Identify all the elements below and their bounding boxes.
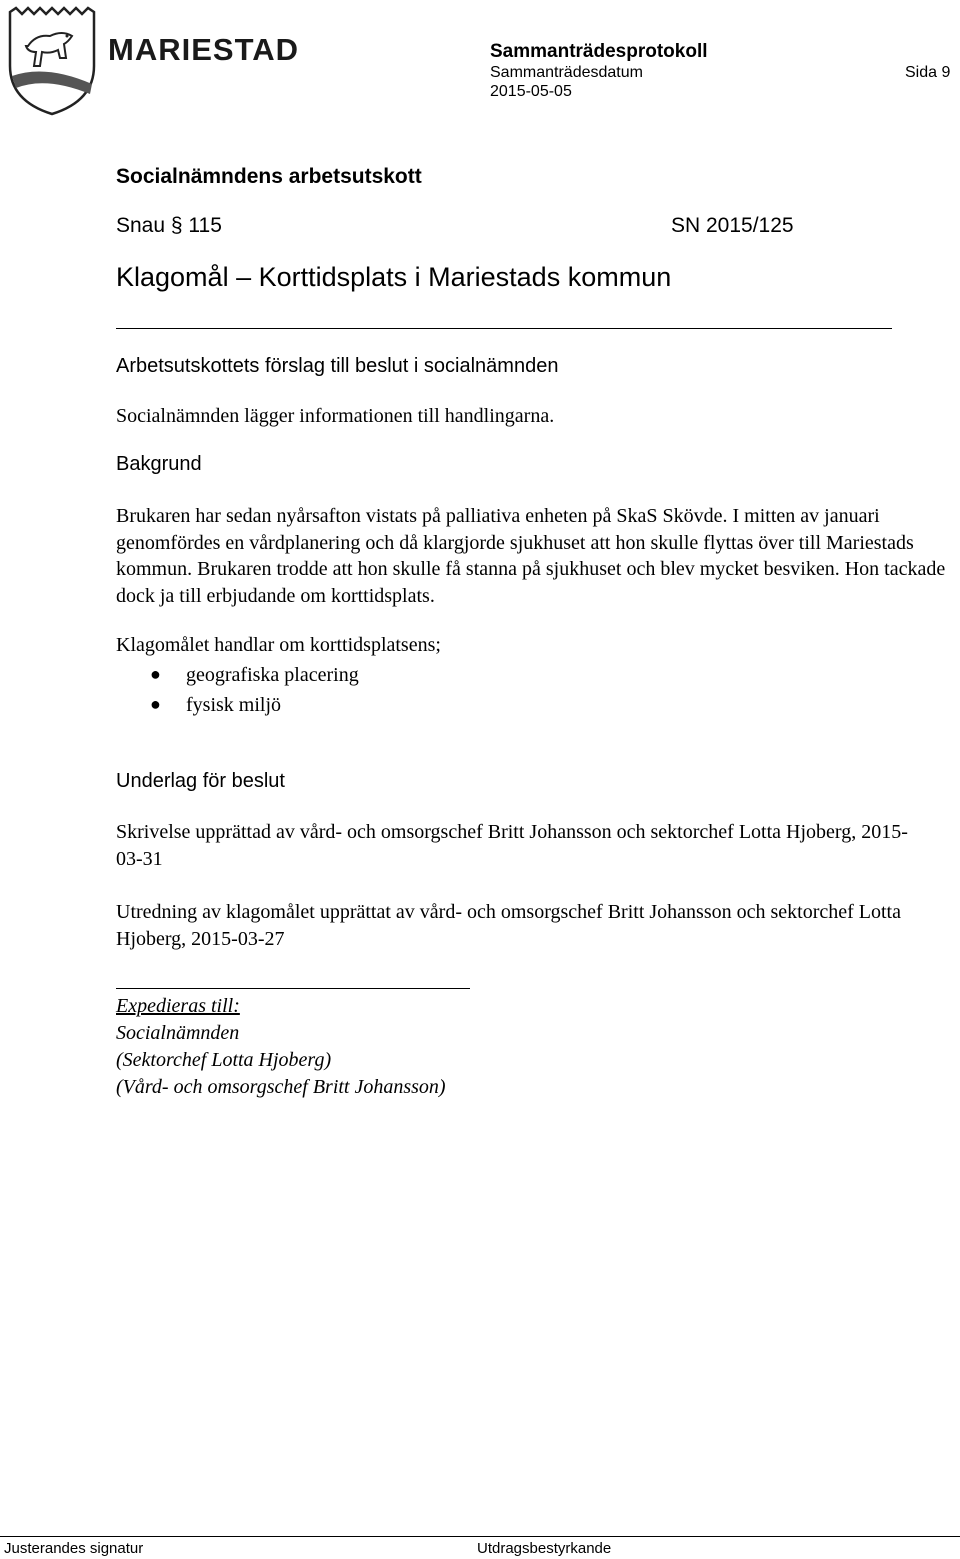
basis-heading: Underlag för beslut bbox=[116, 770, 285, 792]
organ-name: Socialnämndens arbetsutskott bbox=[116, 165, 422, 188]
title-divider bbox=[116, 328, 892, 329]
bullet-icon: ● bbox=[150, 694, 161, 714]
basis-item: Utredning av klagomålet upprättat av vård- och omsorgschef Britt Johansson och sektorchef Lotta Hjoberg, 2015-03-27 bbox=[116, 901, 901, 950]
page-title: Klagomål – Korttidsplats i Mariestads kommun bbox=[116, 262, 672, 292]
proposal-text: Socialnämnden lägger informationen till handlingarna. bbox=[116, 405, 555, 427]
meeting-date-label: Sammanträdesdatum bbox=[490, 64, 643, 81]
certification-label: Utdragsbestyrkande bbox=[477, 1540, 612, 1557]
basis-item: Skrivelse upprättad av vård- och omsorgschef Britt Johansson och sektorchef Lotta Hjoberg, 2015-03-31 bbox=[116, 821, 908, 870]
municipal-crest-logo bbox=[6, 6, 100, 116]
dispatch-recipient: Socialnämnden bbox=[116, 1022, 240, 1044]
footer-divider bbox=[0, 1536, 960, 1537]
logo-wordmark: MARIESTAD bbox=[108, 32, 299, 67]
complaint-intro: Klagomålet handlar om korttidsplatsens; bbox=[116, 634, 441, 656]
complaint-item: fysisk miljö bbox=[186, 694, 282, 716]
complaint-item: geografiska placering bbox=[186, 664, 359, 686]
bullet-icon: ● bbox=[150, 664, 161, 684]
dispatch-divider bbox=[116, 988, 470, 989]
dispatch-heading: Expedieras till: bbox=[116, 995, 240, 1017]
case-number: SN 2015/125 bbox=[671, 214, 794, 237]
paragraph-number: Snau § 115 bbox=[116, 214, 222, 237]
signature-label: Justerandes signatur bbox=[4, 1540, 144, 1557]
background-text: Brukaren har sedan nyårsafton vistats på palliativa enheten på SkaS Skövde. I mitten av januari genomfördes en vårdplanering och då klargjorde sjukhuset att hon skulle flyttas över till Mariestads kommun. Brukaren trodde att hon skulle få stanna på sjukhuset och blev mycket besviken. Hon tackade dock ja till erbjudande om korttidsplats. bbox=[116, 505, 946, 607]
background-heading: Bakgrund bbox=[116, 453, 202, 475]
dispatch-recipient: (Vård- och omsorgschef Britt Johansson) bbox=[116, 1076, 446, 1098]
proposal-heading: Arbetsutskottets förslag till beslut i socialnämnden bbox=[116, 355, 559, 377]
meeting-date: 2015-05-05 bbox=[490, 83, 572, 100]
dispatch-recipient: (Sektorchef Lotta Hjoberg) bbox=[116, 1049, 332, 1071]
page-number: Sida 9 bbox=[905, 64, 951, 81]
document-type: Sammanträdesprotokoll bbox=[490, 41, 708, 62]
